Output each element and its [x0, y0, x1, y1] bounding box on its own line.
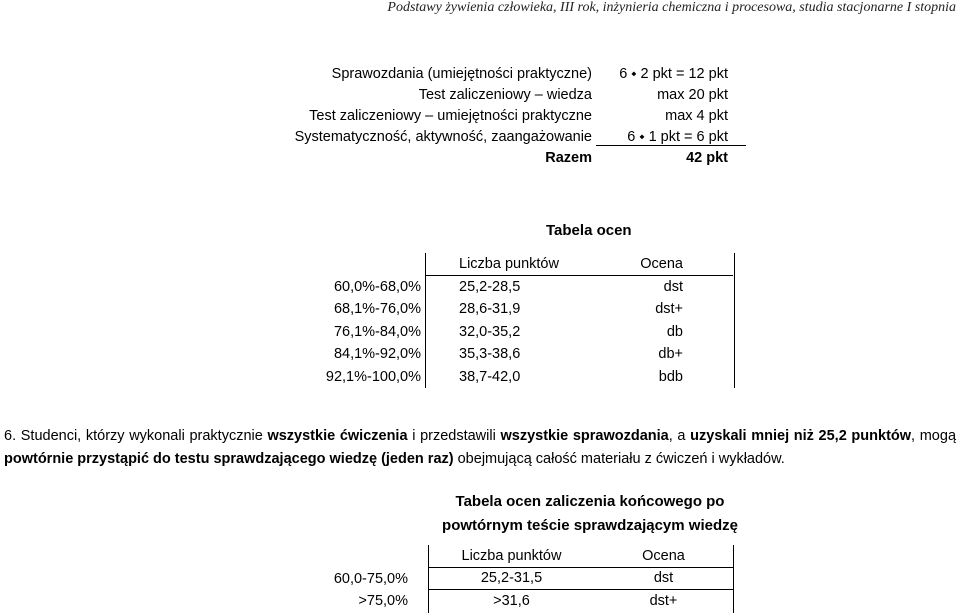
summary-value: max 20 pkt — [657, 87, 728, 103]
table-row — [320, 321, 734, 344]
range-cell: 84,1%-92,0% — [333, 346, 421, 363]
title-line: powtórnym teście sprawdzającym wiedzę — [442, 517, 738, 534]
header-grade: Ocena — [594, 545, 734, 568]
text: , a — [668, 428, 691, 444]
grade-table — [320, 253, 735, 388]
summary-table — [0, 66, 960, 171]
summary-total-value: 42 pkt — [686, 150, 728, 166]
table-row — [330, 590, 734, 613]
summary-row — [0, 66, 960, 87]
table-row — [320, 276, 734, 299]
text: 6. Studenci, którzy wykonali praktycznie — [4, 428, 268, 444]
text: obejmującą całość materiału z ćwiczeń i wykładów. — [453, 451, 785, 467]
table-row — [320, 366, 734, 389]
grade-cell: dst — [594, 568, 734, 591]
header-grade: Ocena — [568, 253, 733, 276]
rules-paragraph — [4, 425, 956, 471]
points-cell: 28,6-31,9 — [425, 298, 568, 321]
points-cell: >31,6 — [428, 590, 594, 613]
range-cell: 76,1%-84,0% — [333, 323, 421, 340]
text: , mogą — [911, 428, 957, 444]
summary-value: max 4 pkt — [665, 108, 728, 124]
header-points: Liczba punktów — [425, 253, 568, 276]
grade-table-header — [320, 253, 734, 276]
summary-row — [0, 108, 960, 129]
summary-total-label: Razem — [545, 150, 592, 166]
header-points: Liczba punktów — [428, 545, 594, 568]
summary-row — [0, 129, 960, 150]
table-row — [320, 298, 734, 321]
range-cell: 92,1%-100,0% — [325, 368, 421, 385]
summary-row — [0, 87, 960, 108]
summary-label: Systematyczność, aktywność, zaangażowanie — [294, 129, 592, 145]
summary-value: 6 ⬩ 1 pkt = 6 pkt — [596, 129, 746, 146]
bold-text: wszystkie ćwiczenia — [267, 428, 408, 444]
bold-text: powtórnie przystąpić do testu sprawdzającego wiedzę (jeden raz) — [4, 451, 454, 467]
grade-cell: db — [666, 323, 683, 340]
bold-text: uzyskali mniej niż 25,2 punktów — [690, 428, 912, 444]
points-cell: 25,2-31,5 — [428, 568, 594, 591]
grade-cell: db+ — [658, 346, 683, 363]
page-header: Podstawy żywienia człowieka, III rok, inżynieria chemiczna i procesowa, studia stacjonarne I stopnia — [387, 0, 956, 15]
summary-label: Test zaliczeniowy – wiedza — [418, 87, 592, 103]
range-cell: 60,0-75,0% — [333, 570, 408, 587]
summary-total-row — [0, 150, 960, 171]
points-cell: 32,0-35,2 — [425, 321, 568, 344]
title-line: Tabela ocen zaliczenia końcowego po — [455, 493, 725, 510]
table-row — [320, 343, 734, 366]
range-cell: >75,0% — [358, 593, 408, 610]
points-cell: 38,7-42,0 — [425, 366, 568, 389]
final-grade-table-header — [330, 545, 734, 568]
final-grade-table — [330, 545, 734, 613]
range-cell: 68,1%-76,0% — [333, 301, 421, 318]
summary-label: Sprawozdania (umiejętności praktyczne) — [331, 66, 592, 82]
range-cell: 60,0%-68,0% — [333, 278, 421, 295]
points-cell: 35,3-38,6 — [425, 343, 568, 366]
points-cell: 25,2-28,5 — [425, 276, 568, 299]
grade-cell: dst+ — [594, 590, 734, 613]
text: i przedstawili — [407, 428, 501, 444]
final-grade-table-title — [440, 490, 740, 538]
grade-cell: dst+ — [655, 301, 683, 318]
grade-cell: bdb — [658, 368, 683, 385]
grade-table-title: Tabela ocen — [546, 222, 632, 239]
summary-label: Test zaliczeniowy – umiejętności praktyczne — [309, 108, 592, 124]
summary-value: 6 ⬩ 2 pkt = 12 pkt — [619, 66, 728, 82]
table-row — [330, 568, 734, 591]
bold-text: wszystkie sprawozdania — [500, 428, 669, 444]
grade-cell: dst — [663, 278, 683, 295]
